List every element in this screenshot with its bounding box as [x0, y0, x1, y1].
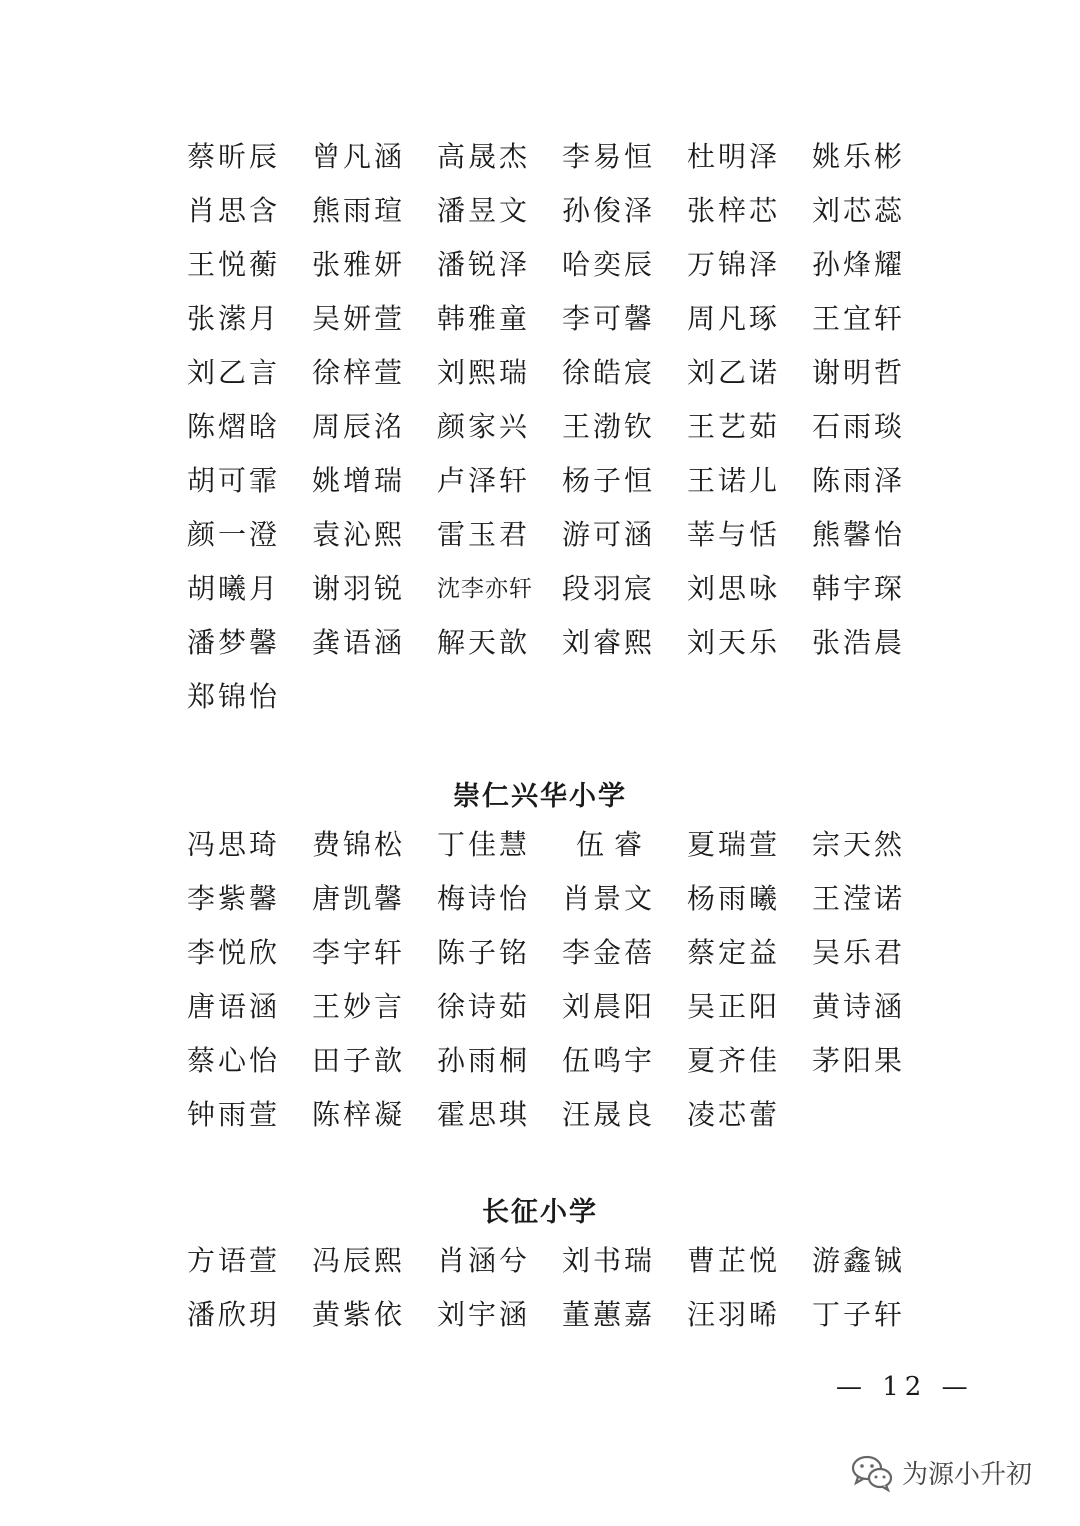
student-name: 卢泽轩	[437, 464, 531, 497]
student-name: 伍鸣宇	[562, 1044, 656, 1077]
section-heading-changzheng: 长征小学	[482, 1197, 598, 1228]
student-name: 袁沁熙	[312, 518, 406, 551]
student-name: 茅阳果	[812, 1044, 906, 1077]
student-name: 李宇轩	[312, 936, 406, 969]
student-name: 吴乐君	[812, 936, 906, 969]
watermark	[850, 1452, 1032, 1492]
student-name: 万锦泽	[687, 248, 781, 281]
student-name: 沈李亦轩	[437, 576, 533, 602]
student-name: 夏齐佳	[687, 1044, 781, 1077]
student-name: 孙雨桐	[437, 1044, 531, 1077]
student-name: 周凡琢	[687, 302, 781, 335]
student-name: 刘芯蕊	[812, 194, 906, 227]
student-name: 姚增瑞	[312, 464, 406, 497]
student-name: 丁子轩	[812, 1298, 906, 1331]
student-name: 莘与恬	[687, 518, 781, 551]
student-name: 唐凯馨	[312, 882, 406, 915]
student-name: 游鑫铖	[812, 1244, 906, 1277]
student-name: 颜一澄	[187, 518, 281, 551]
student-name: 刘乙言	[187, 356, 281, 389]
student-name: 蔡定益	[687, 936, 781, 969]
student-name: 凌芯蕾	[687, 1098, 781, 1131]
student-name: 冯辰熙	[312, 1244, 406, 1277]
student-name: 孙烽耀	[812, 248, 906, 281]
student-name: 刘书瑞	[562, 1244, 656, 1277]
student-name: 高晟杰	[437, 140, 531, 173]
student-name: 孙俊泽	[562, 194, 656, 227]
student-name: 王悦蘅	[187, 248, 281, 281]
student-name: 丁佳慧	[437, 828, 531, 861]
student-name: 汪晟良	[562, 1098, 656, 1131]
wechat-icon	[850, 1452, 894, 1492]
student-name: 陈梓凝	[312, 1098, 406, 1131]
section-heading-chongren-xinghua: 崇仁兴华小学	[453, 781, 627, 812]
student-name: 雷玉君	[437, 518, 531, 551]
student-name: 蔡心怡	[187, 1044, 281, 1077]
student-name: 杜明泽	[687, 140, 781, 173]
student-name: 陈雨泽	[812, 464, 906, 497]
student-name: 潘梦馨	[187, 626, 281, 659]
student-name: 伍睿	[576, 828, 653, 861]
student-name: 胡可霏	[187, 464, 281, 497]
student-name: 张浩晨	[812, 626, 906, 659]
student-name: 黄诗涵	[812, 990, 906, 1023]
student-name: 王诺儿	[687, 464, 781, 497]
student-name: 刘乙诺	[687, 356, 781, 389]
student-name: 李可馨	[562, 302, 656, 335]
student-name: 梅诗怡	[437, 882, 531, 915]
watermark-text: 为源小升初	[902, 1459, 1033, 1490]
student-name: 徐诗茹	[437, 990, 531, 1023]
student-name: 李悦欣	[187, 936, 281, 969]
student-name: 石雨琰	[812, 410, 906, 443]
student-name: 刘思咏	[687, 572, 781, 605]
student-name: 王妙言	[312, 990, 406, 1023]
student-name: 郑锦怡	[187, 680, 281, 713]
student-name: 熊馨怡	[812, 518, 906, 551]
student-name: 陈熠晗	[187, 410, 281, 443]
student-name: 周辰洺	[312, 410, 406, 443]
student-name: 肖涵兮	[437, 1244, 531, 1277]
student-name: 汪羽晞	[687, 1298, 781, 1331]
student-name: 唐语涵	[187, 990, 281, 1023]
student-name: 杨雨曦	[687, 882, 781, 915]
student-name: 钟雨萱	[187, 1098, 281, 1131]
student-name: 潘锐泽	[437, 248, 531, 281]
student-name: 费锦松	[312, 828, 406, 861]
student-name: 田子歆	[312, 1044, 406, 1077]
student-name: 宗天然	[812, 828, 906, 861]
student-name: 王艺茹	[687, 410, 781, 443]
student-name: 张雅妍	[312, 248, 406, 281]
student-name: 李紫馨	[187, 882, 281, 915]
student-name: 哈奕辰	[562, 248, 656, 281]
student-name: 李金蓓	[562, 936, 656, 969]
student-name: 李易恒	[562, 140, 656, 173]
student-name: 吴妍萱	[312, 302, 406, 335]
student-name: 曹芷悦	[687, 1244, 781, 1277]
student-name: 刘宇涵	[437, 1298, 531, 1331]
student-name: 肖思含	[187, 194, 281, 227]
student-name: 王滢诺	[812, 882, 906, 915]
student-name: 王渤钦	[562, 410, 656, 443]
student-name: 潘欣玥	[187, 1298, 281, 1331]
student-name: 黄紫依	[312, 1298, 406, 1331]
student-name: 徐皓宸	[562, 356, 656, 389]
student-name: 姚乐彬	[812, 140, 906, 173]
student-name: 方语萱	[187, 1244, 281, 1277]
student-name: 曾凡涵	[312, 140, 406, 173]
student-name: 游可涵	[562, 518, 656, 551]
student-name: 冯思琦	[187, 828, 281, 861]
student-name: 刘熙瑞	[437, 356, 531, 389]
name-grid-section3	[187, 1234, 937, 1342]
student-name: 肖景文	[562, 882, 656, 915]
student-name: 段羽宸	[562, 572, 656, 605]
student-name: 胡曦月	[187, 572, 281, 605]
student-name: 刘晨阳	[562, 990, 656, 1023]
name-grid-section2	[187, 818, 937, 1142]
student-name: 张梓芯	[687, 194, 781, 227]
student-name: 吴正阳	[687, 990, 781, 1023]
name-grid-section1	[187, 130, 937, 724]
student-name: 夏瑞萱	[687, 828, 781, 861]
page-number: — 12 —	[836, 1372, 974, 1402]
student-name: 徐梓萱	[312, 356, 406, 389]
student-name: 杨子恒	[562, 464, 656, 497]
student-name: 刘睿熙	[562, 626, 656, 659]
student-name: 颜家兴	[437, 410, 531, 443]
student-name: 谢羽锐	[312, 572, 406, 605]
student-name: 蔡昕辰	[187, 140, 281, 173]
student-name: 刘天乐	[687, 626, 781, 659]
student-name: 熊雨瑄	[312, 194, 406, 227]
student-name: 王宜轩	[812, 302, 906, 335]
student-name: 霍思琪	[437, 1098, 531, 1131]
student-name: 龚语涵	[312, 626, 406, 659]
student-name: 解天歆	[437, 626, 531, 659]
student-name: 谢明哲	[812, 356, 906, 389]
student-name: 张潆月	[187, 302, 281, 335]
student-name: 董蕙嘉	[562, 1298, 656, 1331]
student-name: 潘昱文	[437, 194, 531, 227]
student-name: 陈子铭	[437, 936, 531, 969]
student-name: 韩宇琛	[812, 572, 906, 605]
student-name: 韩雅童	[437, 302, 531, 335]
